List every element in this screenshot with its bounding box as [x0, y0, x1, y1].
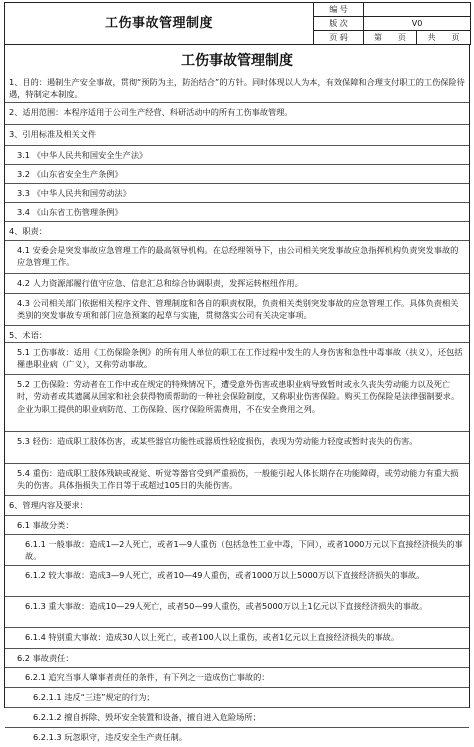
paragraph: 6.1.1 一般事故：造成1—2人死亡，或者1—9人重伤（包括急性工业中毒，下同），或者1000万元以下直接经济损失的事故。 — [5, 534, 469, 565]
page-current: 第 页 — [364, 31, 417, 45]
paragraph: 6.2.1.2 擅自拆除、毁坏安全装置和设备，擅自进入危险场所； — [5, 707, 469, 727]
paragraph: 6.1.2 较大事故：造成3—9人死亡，或者10—49人重伤，或者1000万以上5000万以下直接经济损失的事故。 — [5, 565, 469, 596]
label-page-code: 页 码 — [314, 31, 364, 45]
paragraph: 4、职责： — [5, 221, 469, 240]
label-doc-number: 编 号 — [314, 3, 364, 17]
page-total: 共 页 — [417, 31, 471, 45]
value-doc-number — [364, 3, 471, 17]
paragraph: 5.1 工伤事故：适用《工伤保险条例》的所有用人单位的职工在工作过程中发生的人身伤害和急性中毒事故（扶义），还包括罹患职业病（广义），又称劳动事故。 — [5, 342, 469, 374]
paragraph: 2、适用范围：本程序适用于公司生产经营、科研活动中的所有工伤事故管理。 — [5, 102, 469, 124]
paragraph: 3.2 《山东省安全生产条例》 — [5, 164, 469, 183]
paragraph: 6.2 事故责任： — [5, 648, 469, 667]
page-title: 工伤事故管理制度 — [181, 53, 293, 69]
paragraph: 5.4 重伤：造成职工肢体残缺或视觉、听觉等器官受到严重损伤，一般能引起人体长期存在功能障碍，或劳动能力有重大损失的伤害。具体指损失工作日等于或超过105日的失能伤害。 — [5, 463, 469, 495]
paragraph: 1、目的：遏制生产安全事故，贯彻“预防为主，防治结合”的方针。同时体现以人为本，有效保障和合理支付职工的工伤保险待遇，特制定本制度。 — [9, 77, 465, 100]
paragraph: 3.1 《中华人民共和国安全生产法》 — [5, 145, 469, 164]
paragraph: 6.1.3 重大事故：造成10—29人死亡，或者50—99人重伤，或者5000万以上1亿元以下直接经济损失的事故。 — [5, 596, 469, 627]
document-body — [4, 44, 470, 742]
paragraph: 6.1 事故分类： — [5, 515, 469, 534]
paragraph: 5.3 轻伤：造成职工肢体伤害，或某些器官功能性或器质性轻度损伤，表现为劳动能力轻度或暂时丧失的伤害。 — [5, 431, 469, 463]
paragraph-list — [5, 74, 469, 747]
header-title: 工伤事故管理制度 — [5, 3, 314, 45]
paragraph: 4.1 安委会是突发事故应急管理工作的最高领导机构。在总经理领导下，由公司相关突发事故应急指挥机构负责突发事故的应急管理工作。 — [5, 240, 469, 273]
paragraph: 3.4 《山东省工伤管理条例》 — [5, 202, 469, 221]
paragraph: 6.2.1.1 违反“三违”规定的行为； — [5, 687, 469, 707]
paragraph: 3、引用标准及相关文件 — [5, 124, 469, 145]
paragraph: 3.3 《中华人民共和国劳动法》 — [5, 183, 469, 202]
paragraph: 5、术语： — [5, 325, 469, 342]
paragraph: 5.2 工伤保险：劳动者在工作中或在规定的特殊情况下，遭受意外伤害或患职业病导致暂时或永久丧失劳动能力以及死亡时，劳动者或其遗属从国家和社会获得物质帮助的一种社会保险制度，又称职业伤害保险。购买工伤保险是法律强制要求。企业为职工提供的职业病防范、工伤保险、医疗保险所需费用，不在安全费用之列。 — [5, 374, 469, 431]
paragraph: 6.2.1.3 玩忽职守，违反安全生产责任制。 — [5, 727, 469, 747]
paragraph: 6.2.1 追究当事人肇事者责任的条件，有下列之一造成伤亡事故的： — [5, 667, 469, 687]
document-header-table — [4, 2, 471, 45]
paragraph: 4.2 人力资源部履行值守应急、信息汇总和综合协调职责，发挥运转枢纽作用。 — [5, 273, 469, 293]
paragraph: 6、管理内容及要求： — [5, 495, 469, 515]
paragraph: 4.3 公司相关部门依据相关程序文件、管理制度和各自的职责权限，负责相关类别突发事故的应急管理工作。具体负责相关类别的突发事故专项和部门应急预案的起草与实施，贯彻落实公司有关决定事项。 — [5, 293, 469, 325]
label-version: 版 次 — [314, 17, 364, 31]
paragraph: 6.1.4 特别重大事故：造成30人以上死亡，或者100人以上重伤，或者1亿元以上直接经济损失的事故。 — [5, 627, 469, 648]
value-version: V0 — [364, 17, 471, 31]
